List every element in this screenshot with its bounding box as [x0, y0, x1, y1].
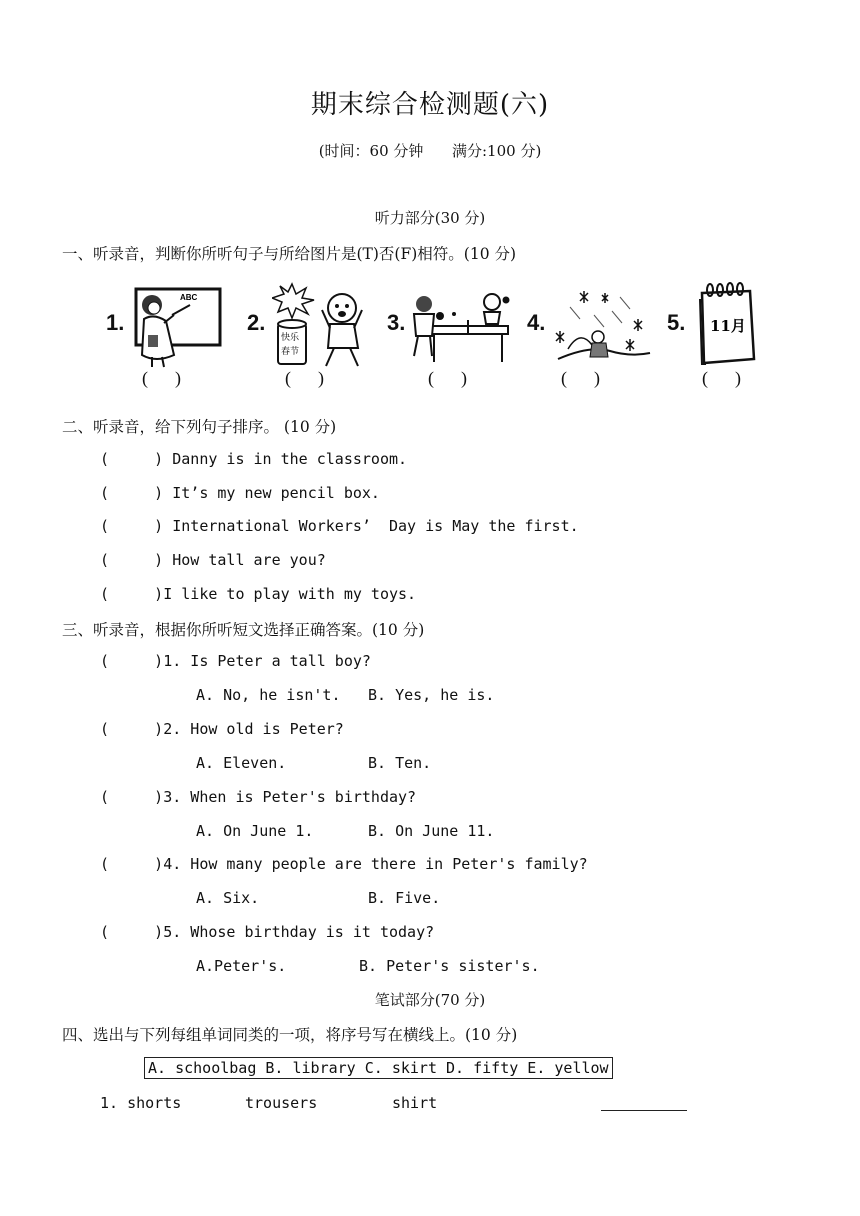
- page-title: 期末综合检测题(六): [310, 90, 550, 120]
- question-2-option-b: B. Ten.: [368, 754, 432, 772]
- picture-5-number: 5.: [667, 310, 686, 335]
- exam-info: (时间：60 分钟 满分:100 分): [318, 142, 542, 160]
- order-item-5[interactable]: ( )I like to play with my toys.: [100, 585, 417, 603]
- answer-paren-2[interactable]: ( ): [285, 368, 324, 388]
- snowy-winter-scene-icon: [550, 285, 654, 369]
- question-4-option-b: B. Five.: [368, 889, 441, 907]
- teacher-at-blackboard-icon: [130, 283, 222, 369]
- group-1-word-1: 1. shorts: [100, 1094, 182, 1112]
- question-4-option-a: A. Six.: [196, 889, 260, 907]
- question-5-option-a: A.Peter's.: [196, 957, 287, 975]
- question-4[interactable]: ( )4. How many people are there in Peter's family?: [100, 855, 588, 873]
- board-text: ABC: [180, 293, 198, 302]
- order-item-1[interactable]: ( ) Danny is in the classroom.: [100, 450, 408, 468]
- answer-paren-3[interactable]: ( ): [428, 368, 467, 388]
- answer-paren-5[interactable]: ( ): [702, 368, 741, 388]
- calendar-icon: [696, 281, 758, 365]
- group-1-answer-blank[interactable]: [601, 1094, 687, 1111]
- picture-1-number: 1.: [106, 310, 125, 335]
- answer-paren-1[interactable]: ( ): [142, 368, 181, 388]
- picture-4-number: 4.: [527, 310, 546, 335]
- table-tennis-players-icon: [408, 290, 512, 366]
- question-1-option-a: A. No, he isn't.: [196, 686, 341, 704]
- question-3[interactable]: ( )3. When is Peter's birthday?: [100, 788, 417, 806]
- firecracker-and-boy-icon: [272, 280, 368, 370]
- calendar-text: 11月: [710, 317, 746, 335]
- question-3-option-a: A. On June 1.: [196, 822, 314, 840]
- written-part-heading: 笔试部分(70 分): [374, 991, 486, 1009]
- order-item-3[interactable]: ( ) International Workers’ Day is May the first.: [100, 517, 579, 535]
- listening-part-heading: 听力部分(30 分): [374, 209, 486, 227]
- section1-heading: 一、听录音，判断你所听句子与所给图片是(T)否(F)相符。(10 分): [62, 245, 517, 263]
- firecracker-caption-top: 快乐: [281, 333, 300, 343]
- answer-paren-4[interactable]: ( ): [561, 368, 600, 388]
- question-2-option-a: A. Eleven.: [196, 754, 287, 772]
- question-1[interactable]: ( )1. Is Peter a tall boy?: [100, 652, 371, 670]
- section2-heading: 二、听录音，给下列句子排序。 (10 分): [62, 418, 337, 436]
- question-5[interactable]: ( )5. Whose birthday is it today?: [100, 923, 435, 941]
- question-5-option-b: B. Peter's sister's.: [359, 957, 540, 975]
- group-1-word-3: shirt: [392, 1094, 438, 1112]
- order-item-4[interactable]: ( ) How tall are you?: [100, 551, 326, 569]
- word-options-box: A. schoolbag B. library C. skirt D. fifty E. yellow: [144, 1057, 613, 1079]
- firecracker-caption-bottom: 春节: [281, 347, 300, 357]
- picture-3-number: 3.: [387, 310, 406, 335]
- section4-heading: 四、选出与下列每组单词同类的一项，将序号写在横线上。(10 分): [62, 1026, 518, 1044]
- question-1-option-b: B. Yes, he is.: [368, 686, 495, 704]
- question-2[interactable]: ( )2. How old is Peter?: [100, 720, 344, 738]
- group-1-word-2: trousers: [245, 1094, 318, 1112]
- question-3-option-b: B. On June 11.: [368, 822, 495, 840]
- section3-heading: 三、听录音，根据你所听短文选择正确答案。(10 分): [62, 621, 425, 639]
- order-item-2[interactable]: ( ) It’s my new pencil box.: [100, 484, 380, 502]
- picture-2-number: 2.: [247, 310, 266, 335]
